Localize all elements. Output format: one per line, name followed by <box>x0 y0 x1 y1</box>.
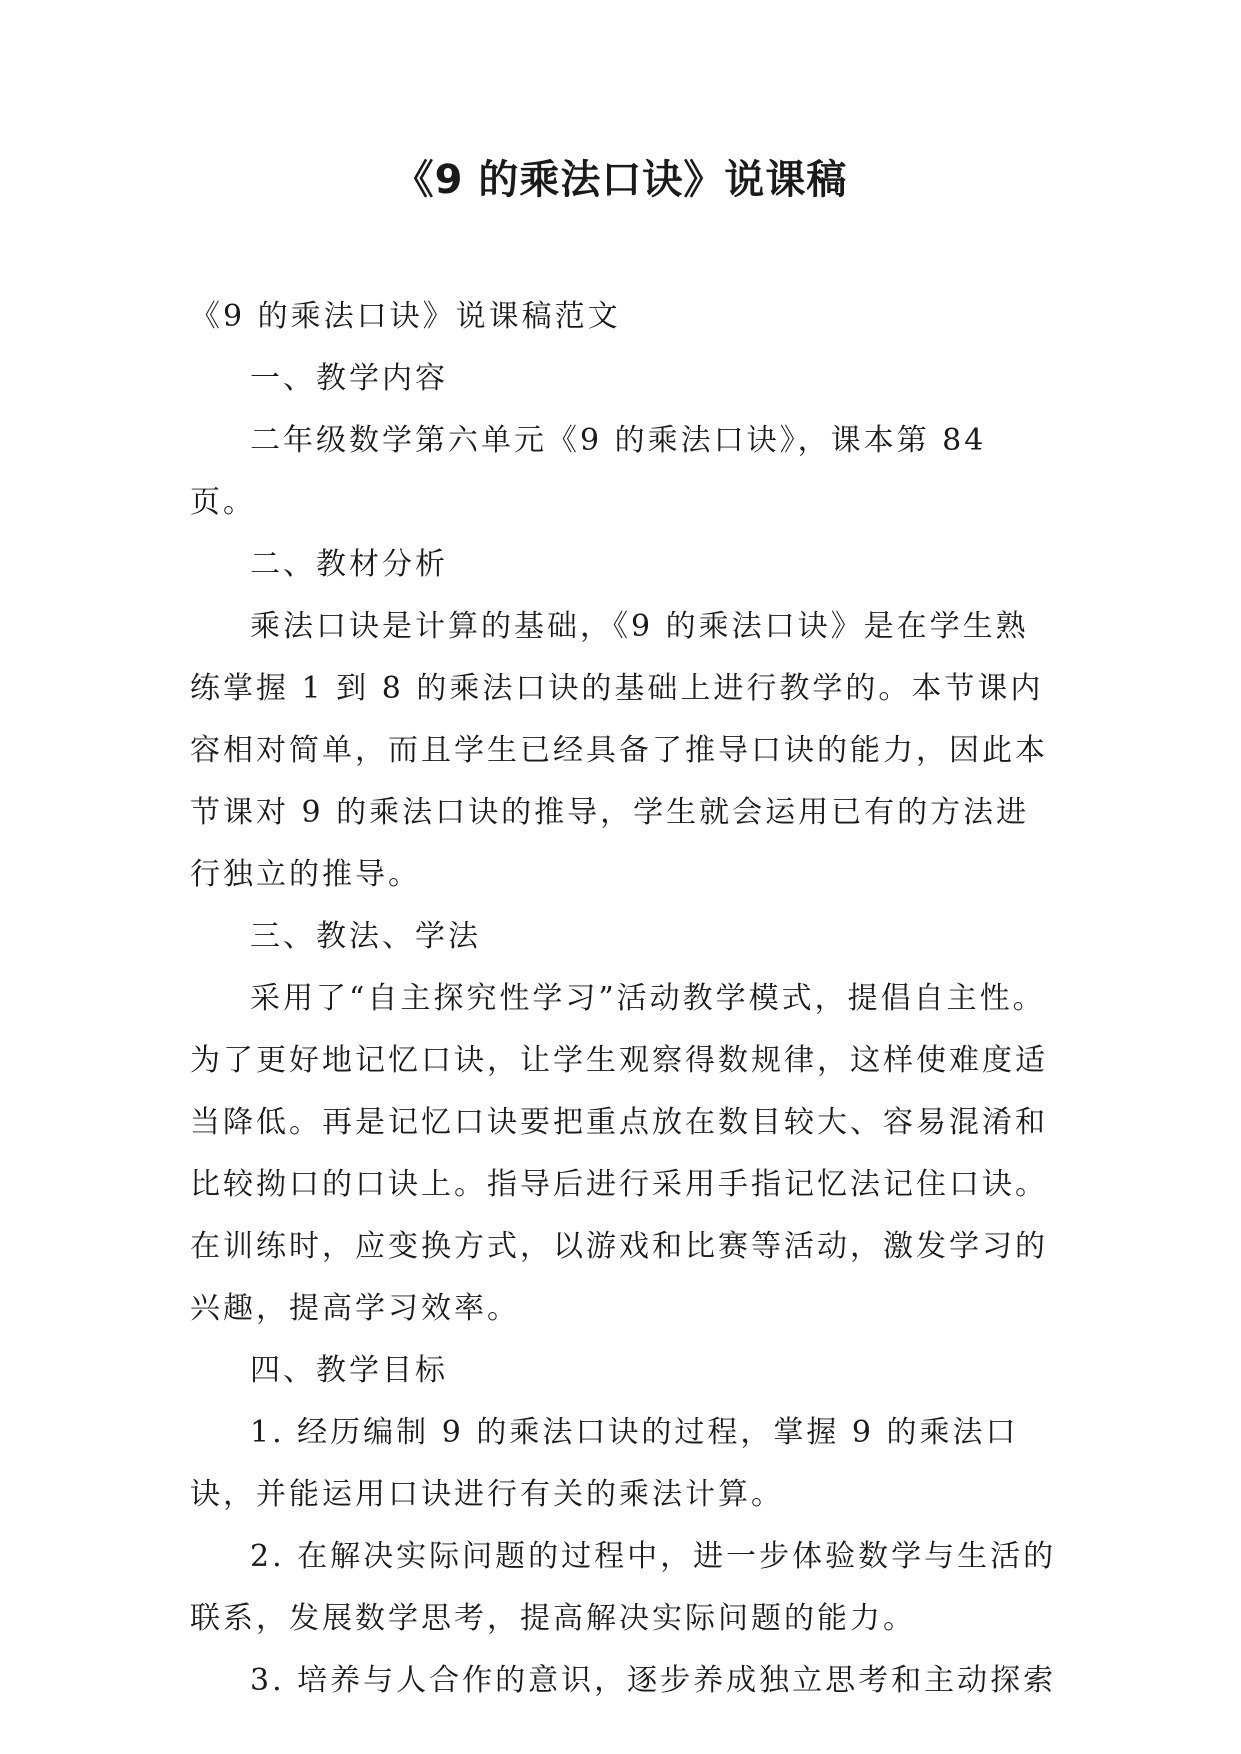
section-heading-objectives: 四、教学目标 <box>250 1353 448 1388</box>
paragraph-objective-3: 3. 培养与人合作的意识，逐步养成独立思考和主动探索 <box>250 1663 1057 1698</box>
section-heading-teaching-content: 一、教学内容 <box>250 361 448 396</box>
paragraph-methods: 采用了“自主探究性学习”活动教学模式，提倡自主性。为了更好地记忆口诀，让学生观察得数规律，这样使难度适当降低。再是记忆口诀要把重点放在数目较大、容易混淆和比较拗口的口诀上。指导后进行采用手指记忆法记住口诀。在训练时，应变换方式，以游戏和比赛等活动，激发学习的兴趣，提高学习效率。 <box>190 981 1048 1326</box>
paragraph-objective-2: 2. 在解决实际问题的过程中，进一步体验数学与生活的联系，发展数学思考，提高解决实际问题的能力。 <box>190 1539 1057 1636</box>
section-heading-methods: 三、教法、学法 <box>250 919 481 954</box>
document-title: 《9 的乘法口诀》说课稿 <box>393 157 848 203</box>
paragraph-material-analysis: 乘法口诀是计算的基础，《9 的乘法口诀》是在学生熟练掌握 1 到 8 的乘法口诀的基础上进行教学的。本节课内容相对简单，而且学生已经具备了推导口诀的能力，因此本节课对 9 的乘法口诀的推导，学生就会运用已有的方法进行独立的推导。 <box>190 609 1048 892</box>
document-body <box>190 286 1060 1712</box>
section-heading-material-analysis: 二、教材分析 <box>250 547 448 582</box>
paragraph-objective-1: 1. 经历编制 9 的乘法口诀的过程，掌握 9 的乘法口诀，并能运用口诀进行有关的乘法计算。 <box>190 1415 1019 1512</box>
paragraph-teaching-content: 二年级数学第六单元《9 的乘法口诀》，课本第 84 页。 <box>190 423 987 520</box>
paragraph-subtitle: 《9 的乘法口诀》说课稿范文 <box>190 299 621 334</box>
